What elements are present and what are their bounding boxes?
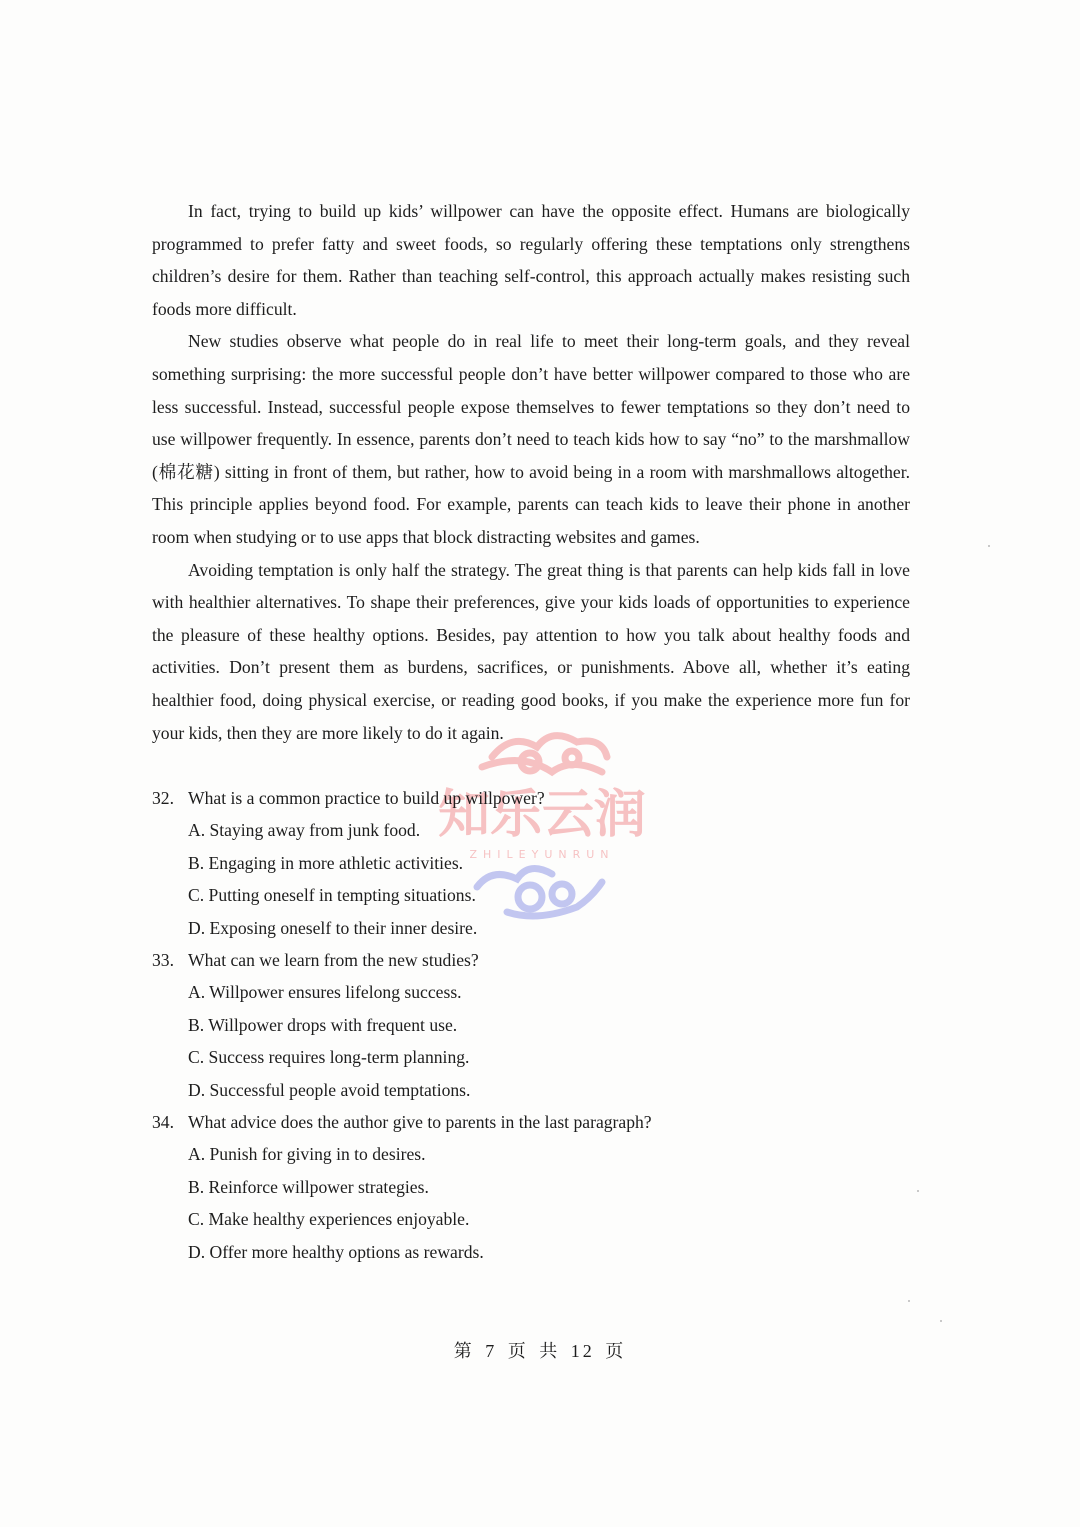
- watermark-text: 知乐云润: [437, 785, 647, 845]
- option-c: C. Success requires long-term planning.: [188, 1047, 470, 1068]
- question-number: 34.: [152, 1112, 174, 1133]
- reading-passage: [152, 195, 910, 749]
- option-d: D. Offer more healthy options as rewards.: [188, 1241, 484, 1262]
- question-stem: [152, 782, 912, 814]
- passage-paragraph-2: New studies observe what people do in real life to meet their long-term goals, and they reveal something surprising: the more successful people don’t have better willpower compared to those who are less successful. Instead, successful people expose themselves to fewer temptations so they don’t need to use willpower frequently. In essence, parents don’t need to teach kids how to say “no” to the marshmallow (棉花糖) sitting in front of them, but rather, how to avoid being in a room with marshmallows altogether. This principle applies beyond food. For example, parents can teach kids to leave their phone in another room when studying or to use apps that block distracting websites and games.: [152, 331, 910, 547]
- speck: [917, 1190, 919, 1192]
- question-text: What is a common practice to build up willpower?: [188, 788, 545, 808]
- question-34: [152, 1106, 912, 1268]
- question-stem: [152, 1106, 912, 1138]
- option-b: B. Reinforce willpower strategies.: [188, 1176, 429, 1197]
- question-text: What can we learn from the new studies?: [188, 950, 479, 971]
- speck: [908, 1300, 910, 1302]
- option-a: A. Willpower ensures lifelong success.: [188, 982, 462, 1003]
- question-32: [152, 782, 912, 944]
- option-c: C. Make healthy experiences enjoyable.: [188, 1209, 470, 1230]
- question-list: [152, 782, 912, 1268]
- option-b: B. Willpower drops with frequent use.: [188, 1014, 458, 1035]
- question-stem: [152, 944, 912, 976]
- question-text: What advice does the author give to parents in the last paragraph?: [188, 1112, 652, 1133]
- watermark-subtext: ZHILEYUNRUN: [469, 848, 615, 861]
- option-a: A. Punish for giving in to desires.: [188, 1144, 426, 1165]
- option-b: B. Engaging in more athletic activities.: [188, 852, 464, 873]
- passage-paragraph-3: Avoiding temptation is only half the strategy. The great thing is that parents can help kids fall in love with healthier alternatives. To shape their preferences, give your kids loads of opportunities to experience the pleasure of these healthy options. Besides, pay attention to how you talk about healthy foods and activities. Don’t present them as burdens, sacrifices, or punishments. Above all, whether it’s eating healthier food, doing physical exercise, or reading good books, if you make the experience more fun for your kids, then they are more likely to do it again.: [152, 559, 910, 743]
- option-c: C. Putting oneself in tempting situations.: [188, 885, 476, 906]
- option-d: D. Successful people avoid temptations.: [188, 1079, 471, 1100]
- question-number: 32.: [152, 788, 174, 808]
- speck: [988, 545, 990, 547]
- option-a: A. Staying away from junk food.: [188, 820, 421, 841]
- option-d: D. Exposing oneself to their inner desire.: [188, 917, 478, 938]
- page-number-footer: 第 7 页 共 12 页: [453, 1341, 627, 1361]
- question-number: 33.: [152, 950, 174, 971]
- question-33: [152, 944, 912, 1106]
- passage-paragraph-1: In fact, trying to build up kids’ willpower can have the opposite effect. Humans are biologically programmed to prefer fatty and sweet foods, so regularly offering these temptations only strengthens children’s desire for them. Rather than teaching self-control, this approach actually makes resisting such foods more difficult.: [152, 201, 910, 319]
- speck: [940, 1320, 942, 1322]
